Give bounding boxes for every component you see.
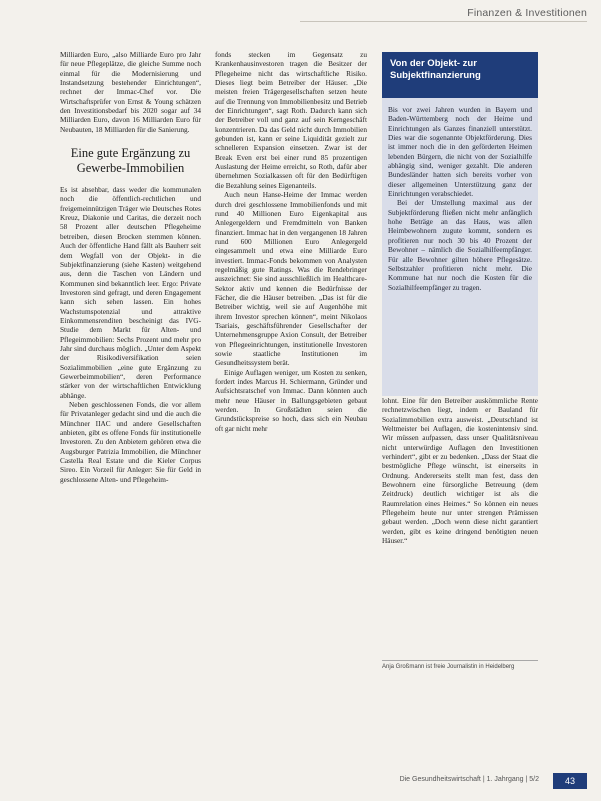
header-rule: [300, 21, 587, 22]
page-number: 43: [553, 773, 587, 789]
subheading: Eine gute Ergänzung zu Gewerbe-Immobilien: [70, 146, 191, 175]
footer: [0, 775, 601, 789]
article-column-1: [60, 50, 201, 484]
author-note: Anja Großmann ist freie Journalistin in Heidelberg: [382, 664, 515, 670]
info-box: [382, 52, 538, 396]
paragraph: lohnt. Eine für den Betreiber auskömmliche Rente rechnetzwischen liegt, indem er Bauland für Sozialimmobilien extra ausweist. „Deutschland ist Weltmeister bei Auflagen, die kostenintensiv sind. Wir müssen aufpassen, dass unser Qualitätsniveau nicht unterwürdige Auflagen den Investitionen verhindert“, gibt er zu bedenken. „Dass der Staat die bestmögliche Pflege wünscht, ist einerseits in Ordnung. Andererseits stellt man fest, dass den Bewohnern eine fürsorgliche Betreuung (dem Zeitdruck) deutlich wichtiger ist als die Raumrelation eines Heimes.“ So können ein neues Pflegeheim heute nur unter strengen Prämissen gebaut werden. „Doch wenn diese nicht garantiert werden, gibt es keine dringend benötigten neuen Häuser.“: [382, 396, 538, 546]
paragraph: Es ist absehbar, dass weder die kommunalen noch die öffentlich-rechtlichen und freigemeinnützigen Träger wie Deutsches Rotes Kreuz, Diakonie und Caritas, die derzeit noch 58 Prozent aller deutschen Pflegeheime betreiben, diesen Brocken stemmen können. Auch der öffentliche Hand fällt als Bauherr seit dem Wegfall von der Objekt- in die Subjektfinanzierung (siehe Kasten) weitgehend aus, denn die Taschen von Ländern und Kommunen sind bekanntlich leer. Ergo: Private Investoren sind gefragt, und deren Engagement kann sich sehen lassen. Ein hohes Wachstumspotenzial und attraktive Einkommensrenditen bescheinigt das IVG-Studie dem Markt für Alten- und Pflegeimmobilien: Sechs Prozent und mehr pro Jahr sind durchaus möglich. „Unter dem Aspekt der Risikodiversifikation seien Sozialimmobilien „eine gute Ergänzung zu Gewerbeimmobilien“, deren Performance stärker von der wirtschaftlichen Entwicklung abhänge.: [60, 185, 201, 400]
paragraph: fonds stecken im Gegensatz zu Krankenhausinvestoren tragen die Besitzer der Pflegeheime nicht das wirtschaftliche Risiko. Dieses liegt beim Betreiber der Häuser. „Die meisten freien Trägergesellschaften setzen heute auf die Trennung von Immobilienbesitz und Betrieb der Einrichtungen“, sagt Roth. Dadurch kann sich der Betreiber voll und ganz auf sein Kerngeschäft konzentrieren. Da das Geld nicht durch Immobilien gebunden ist, kann er seine Liquidität gezielt zur schnelleren Expansion einsetzen. Zwar ist der Break Even erst bei einer rund 85 prozentigen Auslastung der Heime erreicht, so Roth, dafür aber übernehmen Sozialkassen oft für den Bedürftigen die Bezahlung seines Eigenanteils.: [215, 50, 367, 190]
paragraph: Einige Auflagen weniger, um Kosten zu senken, fordert indes Marcus H. Schiermann, Gründer und Aufsichtsratschef von Immac. Dann könnten auch mehr neue Häuser in Ballungsgebieten gebaut werden. In Großstädten seien die Grundstückspreise so hoch, dass sich ein Neubau oft gar nicht mehr: [215, 367, 367, 433]
info-box-body: [382, 98, 538, 292]
info-box-paragraph: Bei der Umstellung maximal aus der Subjektförderung fließen nicht mehr anfänglich hohe Beträge an das Haus, was allen Heimbewohnern zugute kommt, sondern es profitieren nur noch 30 bis 40 Prozent der Bewohner – nämlich die Sozialhilfeempfänger. Für alle Bewohner gilten höhere Pflegesätze. Selbstzahler profitieren nicht mehr. Die Kommune hat nur noch die Kosten für die Sozialhilfeempfänger zu tragen.: [388, 198, 532, 292]
section-label: Finanzen & Investitionen: [467, 7, 587, 19]
paragraph: Milliarden Euro, „also Milliarde Euro pro Jahr für neue Pflegeplätze, die gleiche Summe noch einmal für die Modernisierung und Instandsetzung bestehender Einrichtungen“, rechnet der Immac-Chef vor. Die Wirtschaftsprüfer von Ernst & Young schätzen den Investitionsbedarf bis 2020 sogar auf 34 Milliarden Euro, davon 16 Milliarden Euro für Neubauten, 18 Milliarden für die Sanierung.: [60, 50, 201, 134]
article-column-2: [215, 50, 367, 433]
publication-info: Die Gesundheitswirtschaft | 1. Jahrgang | 5/2: [399, 776, 539, 783]
info-box-paragraph: Bis vor zwei Jahren wurden in Bayern und Baden-Württemberg noch der Heime und Einrichtungen als Ganzes finanziell unterstützt. Dies war die sogenannte Objektförderung. Dies ist immer noch die in den geförderten Heimen lebenden Bürgern, die nicht von der Sozialhilfe abhängig sind, weniger gezahlt. Die anderen Bundesländer hatten sich bereits vorher von dieser allgemeinen Unterstützung ganz der Einrichtungen verabschiedet.: [388, 105, 532, 199]
caption-rule: [382, 660, 538, 661]
paragraph: Auch neun Hanse-Heime der Immac werden durch drei geschlossene Immobilienfonds und mit rund 40 Millionen Euro Eigenkapital aus Anlegergeldern und Fremdmitteln von Banken finanziert. Immac hat in den vergangenen 18 Jahren rund 600 Millionen Euro Anlegergeld eingesammelt und etwa eine Milliarde Euro investiert. Immac-Fonds bekommen von Analysten regelmäßig gute Ratings. Was die Rendebringer auszeichnet: Sie sind ausschließlich im Healthcare-Sektor aktiv und kennen die Bedürfnisse der Fächer, die die Häuser betreiben. „Das ist für die Betreiber wichtig, weil sie auf Augenhöhe mit ihrem Investor sprechen können“, meint Nikolaos Tsariais, geschäftsführender Gesellschafter der Unternehmensgruppe Axion Consult, der Betreiber von Pflegeeinrichtungen, institutionelle Investoren sowie staatliche Institutionen im Gesundheitssystem berät.: [215, 190, 367, 368]
paragraph: Neben geschlossenen Fonds, die vor allem für Privatanleger gedacht sind und die auch die Münchner IIAC und andere Gesellschaften anbieten, gibt es offene Fonds für institutionelle Investoren. Zu den Anbietern gehören etwa die Augsburger Patrizia Immobilien, die Münchner Castella Real Estate und die Kieler Corpus Sireo. Ein Vorzeil für Anleger: Sie für Geld in geschlossene Alten- und Pflegeheim-: [60, 400, 201, 484]
info-box-title: Von der Objekt- zur Subjektfinanzierung: [382, 52, 538, 98]
article-column-3: [382, 396, 538, 546]
